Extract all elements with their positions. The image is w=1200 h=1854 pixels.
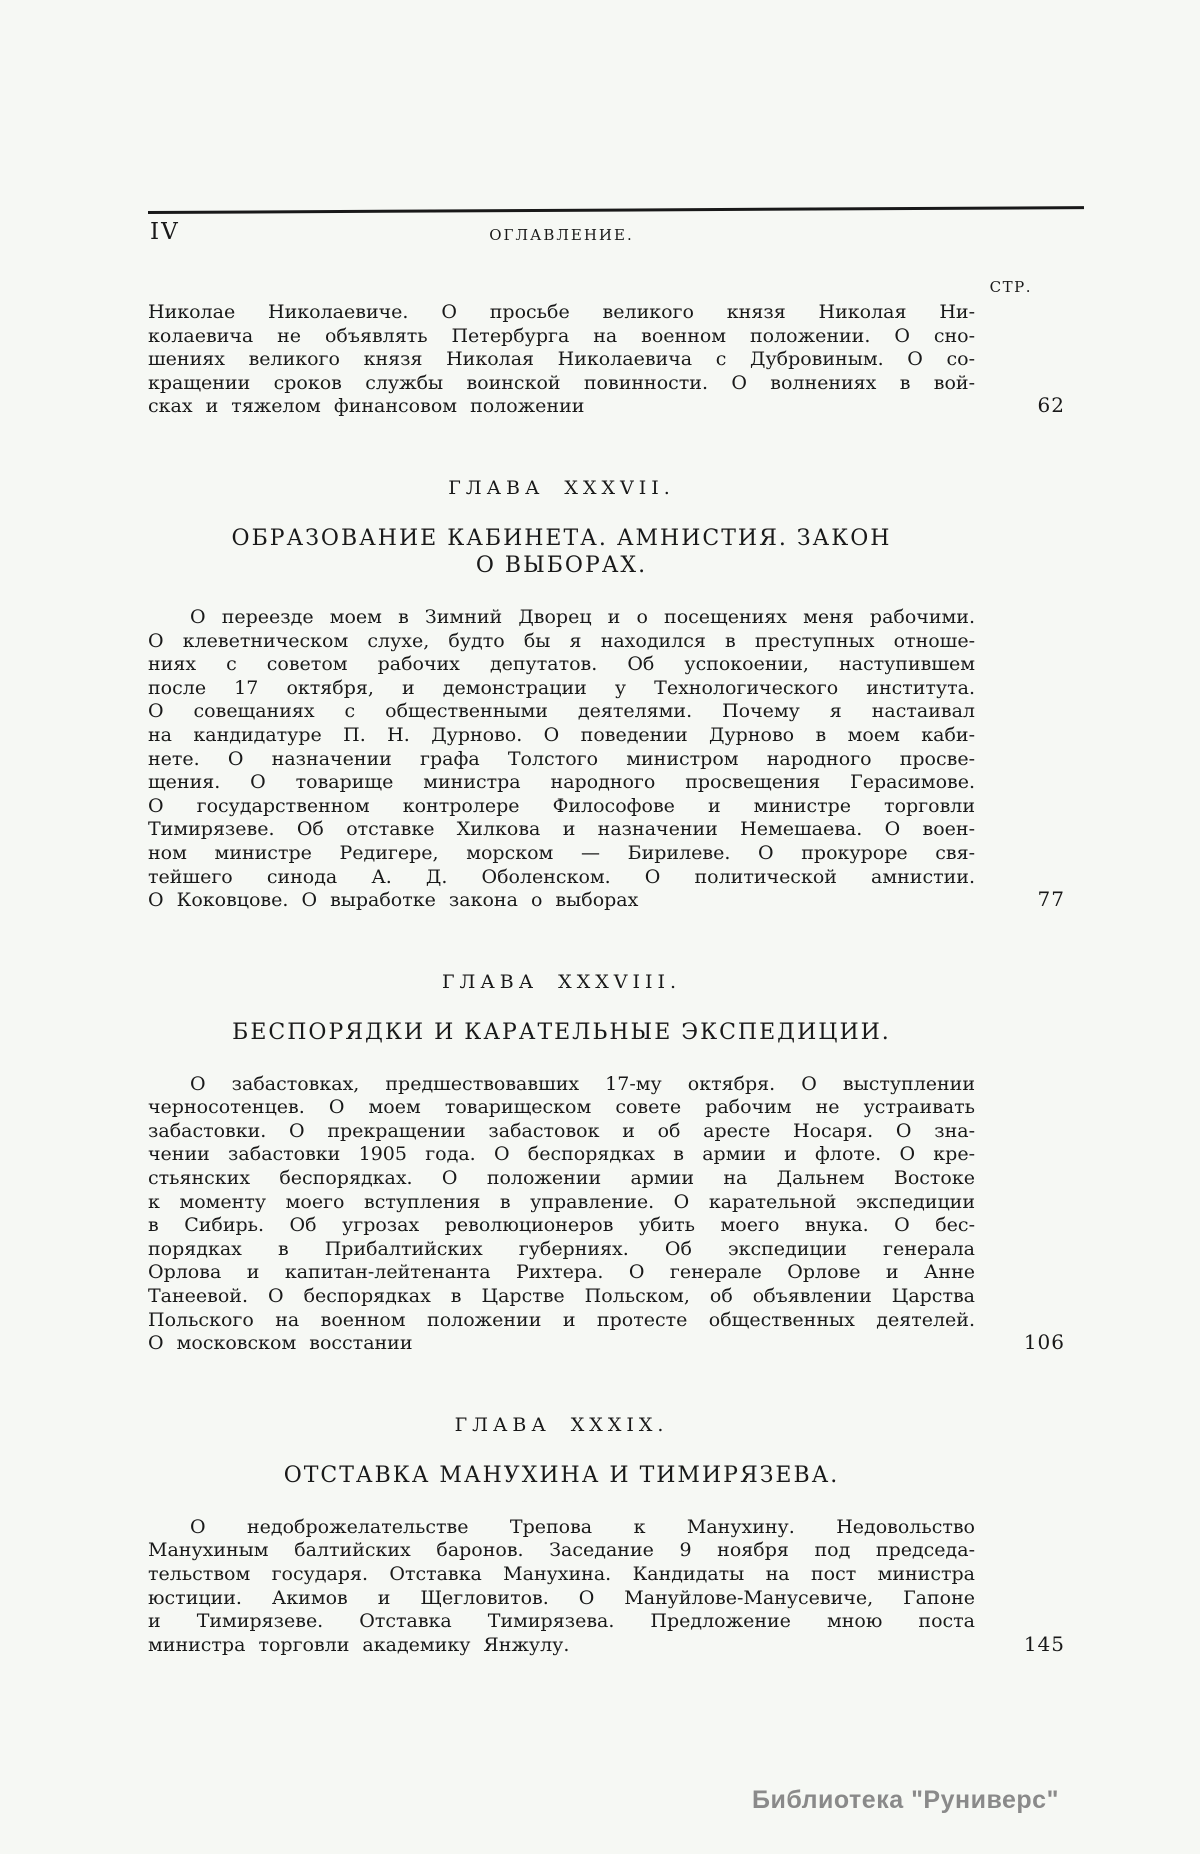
toc-line: нете. О назначении графа Толстого министром народного просве- bbox=[148, 747, 975, 770]
toc-line: после 17 октября, и демонстрации у Технологического института. bbox=[148, 676, 975, 699]
toc-line: ниях с советом рабочих депутатов. Об успокоении, наступившем bbox=[148, 653, 975, 676]
toc-line: юстиции. Акимов и Щегловитов. О Мануйлове-Манусевиче, Гапоне bbox=[148, 1586, 975, 1609]
chapter-title-line: О ВЫБОРАХ. bbox=[475, 552, 648, 578]
toc-line: к моменту моего вступления в управление. О карательной экспедиции bbox=[148, 1190, 975, 1213]
toc-line: О совещаниях с общественными деятелями. Почему я настаивал bbox=[148, 700, 975, 723]
page-number: 77 bbox=[1037, 887, 1065, 912]
toc-line: министра торговли академику Янжулу. bbox=[148, 1633, 570, 1656]
toc-section bbox=[148, 1413, 1065, 1658]
toc-section bbox=[148, 476, 1065, 913]
toc-line: Николае Николаевиче. О просьбе великого князя Николая Ни- bbox=[148, 301, 975, 323]
page-column-header: СТР. bbox=[989, 278, 1032, 296]
toc-line: О московском восстании bbox=[148, 1332, 413, 1355]
page-number: 62 bbox=[1037, 393, 1065, 418]
library-watermark: Библиотека "Руниверс" bbox=[752, 1786, 1059, 1814]
toc-line: О забастовках, предшествовавших 17-му октября. О выступлении bbox=[190, 1072, 975, 1095]
chapter-title-line: БЕСПОРЯДКИ И КАРАТЕЛЬНЫЕ ЭКСПЕДИЦИИ. bbox=[232, 1019, 891, 1045]
toc-line: стьянских беспорядках. О положении армии на Дальнем Востоке bbox=[148, 1167, 975, 1190]
toc-line: ном министре Редигере, морском — Бирилеве. О прокуроре свя- bbox=[148, 841, 975, 864]
toc-line: Манухиным балтийских баронов. Заседание 9 ноября под председа- bbox=[148, 1539, 975, 1562]
toc-line: сках и тяжелом финансовом положении bbox=[148, 395, 585, 418]
toc-line: Тимирязеве. Об отставке Хилкова и назначении Немешаева. О воен- bbox=[148, 818, 975, 841]
toc-line: шениях великого князя Николая Николаевича с Дубровиным. О со- bbox=[148, 348, 975, 371]
chapter-title-line: ОТСТАВКА МАНУХИНА И ТИМИРЯЗЕВА. bbox=[283, 1462, 840, 1488]
toc-line: Танеевой. О беспорядках в Царстве Польском, об объявлении Царства bbox=[148, 1285, 975, 1308]
chapter-heading: ГЛАВА XXXVII. bbox=[448, 476, 675, 499]
toc-paragraph bbox=[148, 605, 1065, 913]
toc-section bbox=[148, 970, 1065, 1356]
toc-line: колаевича не объявлять Петербурга на военном положении. О сно- bbox=[148, 324, 975, 347]
toc-sections bbox=[148, 301, 1065, 1657]
toc-line: на кандидатуре П. Н. Дурново. О поведении Дурново в моем каби- bbox=[148, 723, 975, 746]
toc-line: щения. О товарище министра народного просвещения Герасимове. bbox=[148, 771, 975, 794]
chapter-heading: ГЛАВА XXXVIII. bbox=[441, 970, 682, 993]
chapter-title bbox=[148, 1462, 975, 1489]
toc-line: в Сибирь. Об угрозах революционеров убить моего внука. О бес- bbox=[148, 1214, 975, 1237]
toc-line: забастовки. О прекращении забастовок и об аресте Носаря. О зна- bbox=[148, 1119, 975, 1142]
toc-line: Орлова и капитан-лейтенанта Рихтера. О генерале Орлове и Анне bbox=[148, 1261, 975, 1284]
toc-paragraph bbox=[148, 1515, 1065, 1658]
toc-paragraph bbox=[148, 1072, 1065, 1356]
toc-line: О переезде моем в Зимний Дворец и о посещениях меня рабочими. bbox=[190, 605, 975, 628]
toc-line: кращении сроков службы воинской повинности. О волнениях в вой- bbox=[148, 371, 975, 394]
toc-paragraph bbox=[148, 301, 1065, 419]
page-number: 145 bbox=[1023, 1631, 1065, 1656]
toc-line: О недоброжелательстве Трепова к Манухину. Недовольство bbox=[190, 1515, 975, 1538]
header-rule bbox=[148, 206, 1084, 214]
toc-line: тельством государя. Отставка Манухина. Кандидаты на пост министра bbox=[148, 1563, 975, 1585]
toc-line: тейшего синода А. Д. Оболенском. О политической амнистии. bbox=[148, 865, 975, 888]
chapter-heading: ГЛАВА XXXIX. bbox=[454, 1413, 669, 1436]
running-head: ОГЛАВЛЕНИЕ. bbox=[489, 226, 634, 244]
toc-line: Польского на военном положении и протесте общественных деятелей. bbox=[148, 1308, 975, 1331]
toc-line: чении забастовки 1905 года. О беспорядках в армии и флоте. О кре- bbox=[148, 1143, 975, 1166]
chapter-title bbox=[148, 525, 975, 579]
toc-section bbox=[148, 301, 1065, 419]
toc-line: и Тимирязеве. Отставка Тимирязева. Предложение мною поста bbox=[148, 1610, 975, 1633]
toc-line: О клеветническом слухе, будто бы я находился в преступных отноше- bbox=[148, 629, 975, 652]
folio-number: IV bbox=[150, 219, 180, 245]
toc-line: О Коковцове. О выработке закона о выборах bbox=[148, 889, 639, 912]
page-number: 106 bbox=[1023, 1330, 1065, 1355]
toc-line: черносотенцев. О моем товарищеском совете рабочим не устраивать bbox=[148, 1096, 975, 1119]
toc-line: порядках в Прибалтийских губерниях. Об экспедиции генерала bbox=[148, 1237, 975, 1260]
toc-line: О государственном контролере Философове и министре торговли bbox=[148, 794, 975, 817]
chapter-title-line: ОБРАЗОВАНИЕ КАБИНЕТА. АМНИСТИЯ. ЗАКОН bbox=[231, 525, 892, 551]
chapter-title bbox=[148, 1019, 975, 1046]
